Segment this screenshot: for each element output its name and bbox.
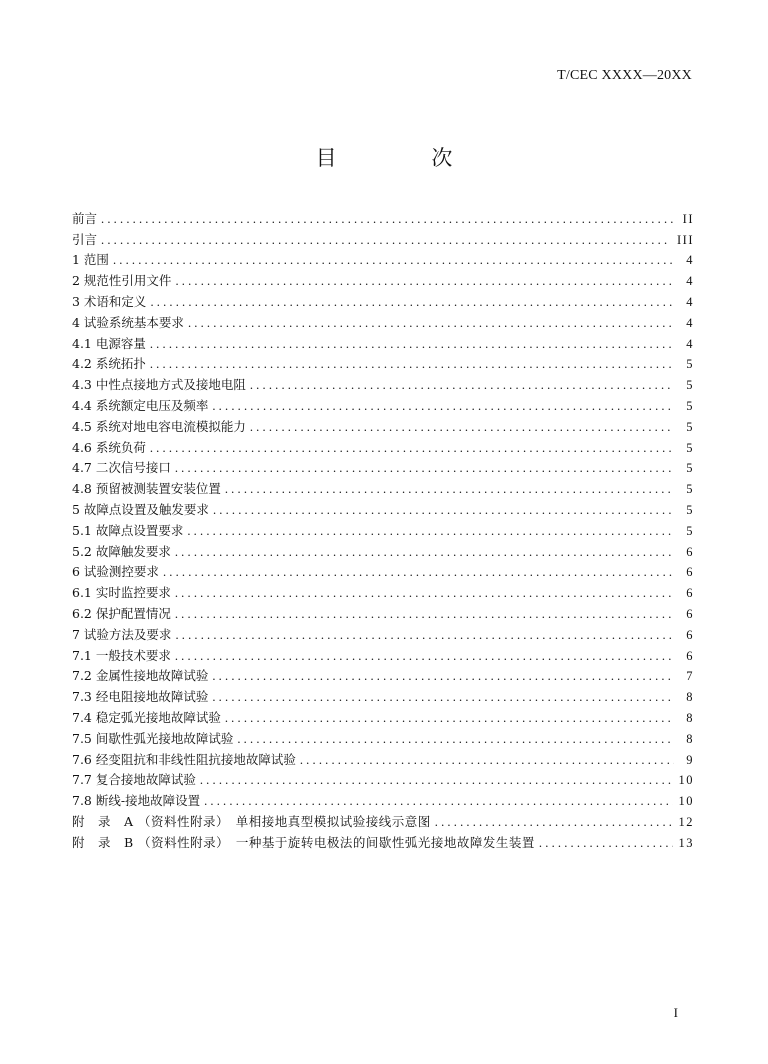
toc-entry-page: 7	[686, 669, 694, 684]
toc-entry-label: 6.2 保护配置情况	[72, 605, 171, 621]
toc-dot-leader	[113, 253, 674, 268]
document-code: T/CEC XXXX—20XX	[557, 68, 692, 83]
toc-entry[interactable]	[72, 830, 694, 851]
page-number: I	[673, 1005, 678, 1020]
toc-entry-label: 4.7 二次信号接口	[72, 460, 171, 476]
toc-entry[interactable]	[72, 643, 694, 664]
toc-entry-page: 8	[686, 690, 694, 705]
toc-entry[interactable]	[72, 206, 694, 227]
toc-entry-page: 6	[686, 606, 694, 621]
toc-entry-label: 前言	[72, 210, 98, 226]
toc-entry-label: 7.6 经变阻抗和非线性阻抗接地故障试验	[72, 751, 296, 767]
toc-entry-page: 10	[678, 794, 694, 809]
toc-entry-page: II	[682, 211, 694, 226]
table-of-contents	[72, 206, 694, 851]
toc-entry[interactable]	[72, 747, 694, 768]
toc-entry[interactable]	[72, 310, 694, 331]
toc-entry-page: 5	[686, 440, 694, 455]
toc-entry-label: 5 故障点设置及触发要求	[72, 501, 209, 517]
toc-entry[interactable]	[72, 580, 694, 601]
toc-dot-leader	[175, 274, 674, 289]
toc-entry-page: 8	[686, 731, 694, 746]
toc-entry[interactable]	[72, 809, 694, 830]
toc-entry-label: 4.3 中性点接地方式及接地电阻	[72, 377, 246, 393]
toc-entry-page: 10	[678, 773, 694, 788]
toc-entry-page: 4	[686, 253, 694, 268]
toc-dot-leader	[175, 649, 674, 664]
toc-dot-leader	[225, 482, 674, 497]
toc-entry-label: 6.1 实时监控要求	[72, 585, 171, 601]
toc-entry-page: 5	[686, 357, 694, 372]
toc-entry-label: 7.3 经电阻接地故障试验	[72, 689, 209, 705]
page-title: 目 次	[315, 146, 497, 170]
toc-entry[interactable]	[72, 372, 694, 393]
toc-dot-leader	[539, 836, 673, 851]
toc-entry-label: 6 试验测控要求	[72, 564, 159, 580]
toc-entry-label: 7 试验方法及要求	[72, 626, 172, 642]
toc-entry-page: 5	[686, 502, 694, 517]
toc-entry-page: 5	[686, 482, 694, 497]
toc-entry[interactable]	[72, 393, 694, 414]
toc-dot-leader	[250, 420, 674, 435]
toc-dot-leader	[175, 607, 674, 622]
toc-dot-leader	[175, 628, 674, 643]
toc-entry-label: 4.6 系统负荷	[72, 439, 146, 455]
toc-entry[interactable]	[72, 622, 694, 643]
toc-entry-label: 7.7 复合接地故障试验	[72, 772, 196, 788]
toc-entry-label: 4 试验系统基本要求	[72, 314, 184, 330]
toc-dot-leader	[101, 212, 674, 227]
toc-entry[interactable]	[72, 248, 694, 269]
toc-dot-leader	[150, 337, 674, 352]
toc-entry-label: 引言	[72, 231, 98, 247]
toc-entry-page: 4	[686, 294, 694, 309]
toc-entry-label: 4.8 预留被测装置安装位置	[72, 481, 221, 497]
toc-entry[interactable]	[72, 560, 694, 581]
toc-dot-leader	[250, 378, 674, 393]
toc-entry-page: 4	[686, 315, 694, 330]
toc-entry[interactable]	[72, 601, 694, 622]
toc-entry-label: 4.1 电源容量	[72, 335, 146, 351]
toc-dot-leader	[237, 732, 674, 747]
toc-entry[interactable]	[72, 331, 694, 352]
toc-dot-leader	[188, 316, 674, 331]
toc-entry[interactable]	[72, 289, 694, 310]
toc-dot-leader	[435, 815, 673, 830]
toc-dot-leader	[175, 461, 674, 476]
toc-entry-label: 5.2 故障触发要求	[72, 543, 171, 559]
toc-entry-page: 4	[686, 336, 694, 351]
toc-dot-leader	[163, 565, 674, 580]
toc-dot-leader	[150, 295, 674, 310]
toc-dot-leader	[150, 357, 674, 372]
toc-entry-label: 4.5 系统对地电容电流模拟能力	[72, 418, 246, 434]
toc-dot-leader	[212, 669, 674, 684]
toc-dot-leader	[204, 794, 672, 809]
toc-entry[interactable]	[72, 456, 694, 477]
toc-entry-page: 6	[686, 586, 694, 601]
toc-dot-leader	[213, 503, 674, 518]
toc-entry-label: 7.5 间歇性弧光接地故障试验	[72, 730, 234, 746]
toc-entry[interactable]	[72, 726, 694, 747]
toc-entry-page: 5	[686, 523, 694, 538]
toc-entry-page: 5	[686, 398, 694, 413]
toc-entry-page: 6	[686, 565, 694, 580]
toc-entry[interactable]	[72, 664, 694, 685]
toc-entry[interactable]	[72, 539, 694, 560]
toc-entry-page: 6	[686, 648, 694, 663]
toc-entry-label: 4.4 系统额定电压及频率	[72, 397, 209, 413]
toc-entry[interactable]	[72, 227, 694, 248]
toc-entry[interactable]	[72, 497, 694, 518]
toc-dot-leader	[150, 441, 674, 456]
toc-dot-leader	[200, 773, 673, 788]
toc-dot-leader	[225, 711, 674, 726]
toc-entry-label: 7.1 一般技术要求	[72, 647, 171, 663]
toc-entry-page: 5	[686, 461, 694, 476]
toc-dot-leader	[212, 399, 674, 414]
toc-entry-label: 5.1 故障点设置要求	[72, 522, 184, 538]
toc-entry[interactable]	[72, 414, 694, 435]
toc-dot-leader	[101, 233, 671, 248]
toc-entry-page: 8	[686, 710, 694, 725]
toc-entry-page: 5	[686, 419, 694, 434]
toc-entry-page: 13	[678, 835, 694, 850]
toc-entry-page: 4	[686, 274, 694, 289]
toc-dot-leader	[175, 586, 674, 601]
toc-entry-page: III	[677, 232, 694, 247]
toc-entry-label: 附 录 B （资料性附录） 一种基于旋转电极法的间歇性弧光接地故障发生装置	[72, 834, 535, 850]
toc-entry[interactable]	[72, 705, 694, 726]
toc-entry-label: 7.8 断线-接地故障设置	[72, 793, 201, 809]
toc-dot-leader	[300, 753, 674, 768]
toc-entry-label: 2 规范性引用文件	[72, 273, 172, 289]
toc-entry-label: 7.4 稳定弧光接地故障试验	[72, 709, 221, 725]
toc-entry-page: 6	[686, 627, 694, 642]
toc-dot-leader	[175, 545, 674, 560]
toc-entry[interactable]	[72, 684, 694, 705]
toc-entry-page: 5	[686, 378, 694, 393]
toc-entry-label: 附 录 A （资料性附录） 单相接地真型模拟试验接线示意图	[72, 813, 431, 829]
toc-entry-label: 7.2 金属性接地故障试验	[72, 668, 209, 684]
toc-entry[interactable]	[72, 518, 694, 539]
toc-entry[interactable]	[72, 352, 694, 373]
toc-entry[interactable]	[72, 476, 694, 497]
toc-entry[interactable]	[72, 268, 694, 289]
toc-entry-page: 9	[686, 752, 694, 767]
toc-entry-label: 1 范围	[72, 252, 109, 268]
toc-entry-page: 6	[686, 544, 694, 559]
toc-dot-leader	[187, 524, 674, 539]
toc-entry[interactable]	[72, 788, 694, 809]
toc-dot-leader	[212, 690, 674, 705]
toc-entry[interactable]	[72, 435, 694, 456]
toc-entry-label: 4.2 系统拓扑	[72, 356, 146, 372]
toc-entry-label: 3 术语和定义	[72, 293, 147, 309]
toc-entry-page: 12	[678, 814, 694, 829]
toc-entry[interactable]	[72, 768, 694, 789]
